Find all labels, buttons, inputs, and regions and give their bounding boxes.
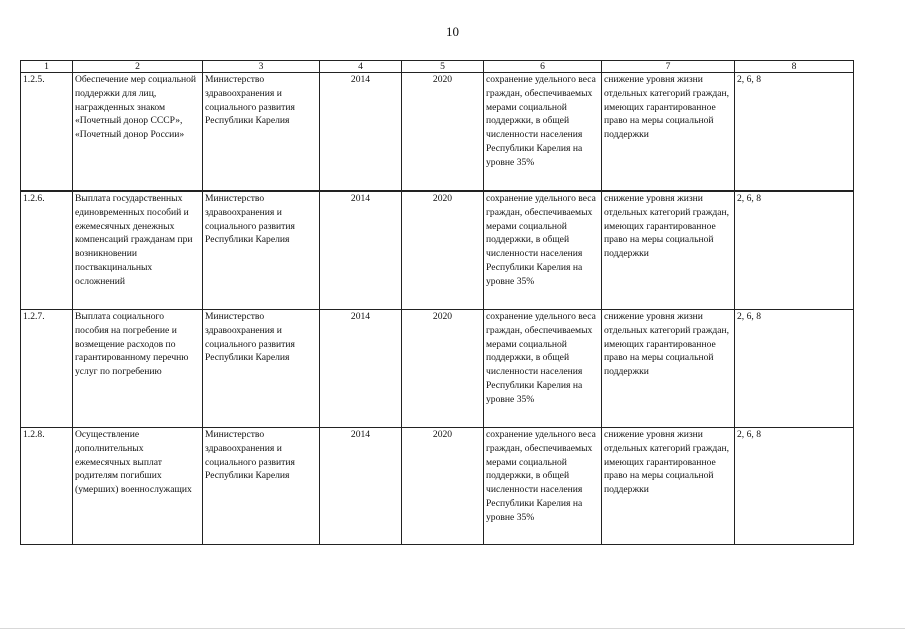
measures-table (20, 60, 854, 545)
start-year: 2014 (320, 310, 402, 428)
expected-result: сохранение удельного веса граждан, обеспечиваемых мерами социальной поддержки, в общей численности населения Республики Карелия на уровне 35% (484, 310, 602, 428)
expected-result: сохранение удельного веса граждан, обеспечиваемых мерами социальной поддержки, в общей численности населения Республики Карелия на уровне 35% (484, 192, 602, 310)
measure-code: 1.2.7. (21, 310, 73, 428)
start-year: 2014 (320, 192, 402, 310)
measure-name: Выплата социального пособия на погребение и возмещение расходов по гарантированному перечню услуг по погребению (73, 310, 203, 428)
indicators: 2, 6, 8 (735, 428, 854, 545)
measure-name: Выплата государственных единовременных пособий и ежемесячных денежных компенсаций гражданам при возникновении поствакцинальных осложнений (73, 192, 203, 310)
table-row (21, 73, 854, 191)
end-year: 2020 (402, 428, 484, 545)
page-number: 10 (446, 24, 459, 39)
consequence: снижение уровня жизни отдельных категорий граждан, имеющих гарантированное право на меры социальной поддержки (602, 428, 735, 545)
measure-name: Осуществление дополнительных ежемесячных выплат родителям погибших (умерших) военнослужащих (73, 428, 203, 545)
executor: Министерство здравоохранения и социального развития Республики Карелия (203, 428, 320, 545)
column-header: 3 (203, 61, 320, 73)
column-header: 6 (484, 61, 602, 73)
column-header: 1 (21, 61, 73, 73)
measure-code: 1.2.5. (21, 73, 73, 191)
table-row (21, 192, 854, 310)
table-header-row (21, 61, 854, 73)
consequence: снижение уровня жизни отдельных категорий граждан, имеющих гарантированное право на меры социальной поддержки (602, 73, 735, 191)
table-row (21, 310, 854, 428)
measure-name: Обеспечение мер социальной поддержки для лиц, награжденных знаком «Почетный донор СССР», «Почетный донор России» (73, 73, 203, 191)
executor: Министерство здравоохранения и социального развития Республики Карелия (203, 310, 320, 428)
measure-code: 1.2.6. (21, 192, 73, 310)
start-year: 2014 (320, 73, 402, 191)
start-year: 2014 (320, 428, 402, 545)
column-header: 8 (735, 61, 854, 73)
executor: Министерство здравоохранения и социального развития Республики Карелия (203, 192, 320, 310)
consequence: снижение уровня жизни отдельных категорий граждан, имеющих гарантированное право на меры социальной поддержки (602, 192, 735, 310)
end-year: 2020 (402, 73, 484, 191)
consequence: снижение уровня жизни отдельных категорий граждан, имеющих гарантированное право на меры социальной поддержки (602, 310, 735, 428)
column-header: 5 (402, 61, 484, 73)
expected-result: сохранение удельного веса граждан, обеспечиваемых мерами социальной поддержки, в общей численности населения Республики Карелия на уровне 35% (484, 428, 602, 545)
end-year: 2020 (402, 310, 484, 428)
expected-result: сохранение удельного веса граждан, обеспечиваемых мерами социальной поддержки, в общей численности населения Республики Карелия на уровне 35% (484, 73, 602, 191)
column-header: 2 (73, 61, 203, 73)
indicators: 2, 6, 8 (735, 73, 854, 191)
measure-code: 1.2.8. (21, 428, 73, 545)
table-row (21, 428, 854, 545)
indicators: 2, 6, 8 (735, 192, 854, 310)
executor: Министерство здравоохранения и социального развития Республики Карелия (203, 73, 320, 191)
indicators: 2, 6, 8 (735, 310, 854, 428)
scan-edge (0, 628, 905, 629)
column-header: 7 (602, 61, 735, 73)
column-header: 4 (320, 61, 402, 73)
end-year: 2020 (402, 192, 484, 310)
